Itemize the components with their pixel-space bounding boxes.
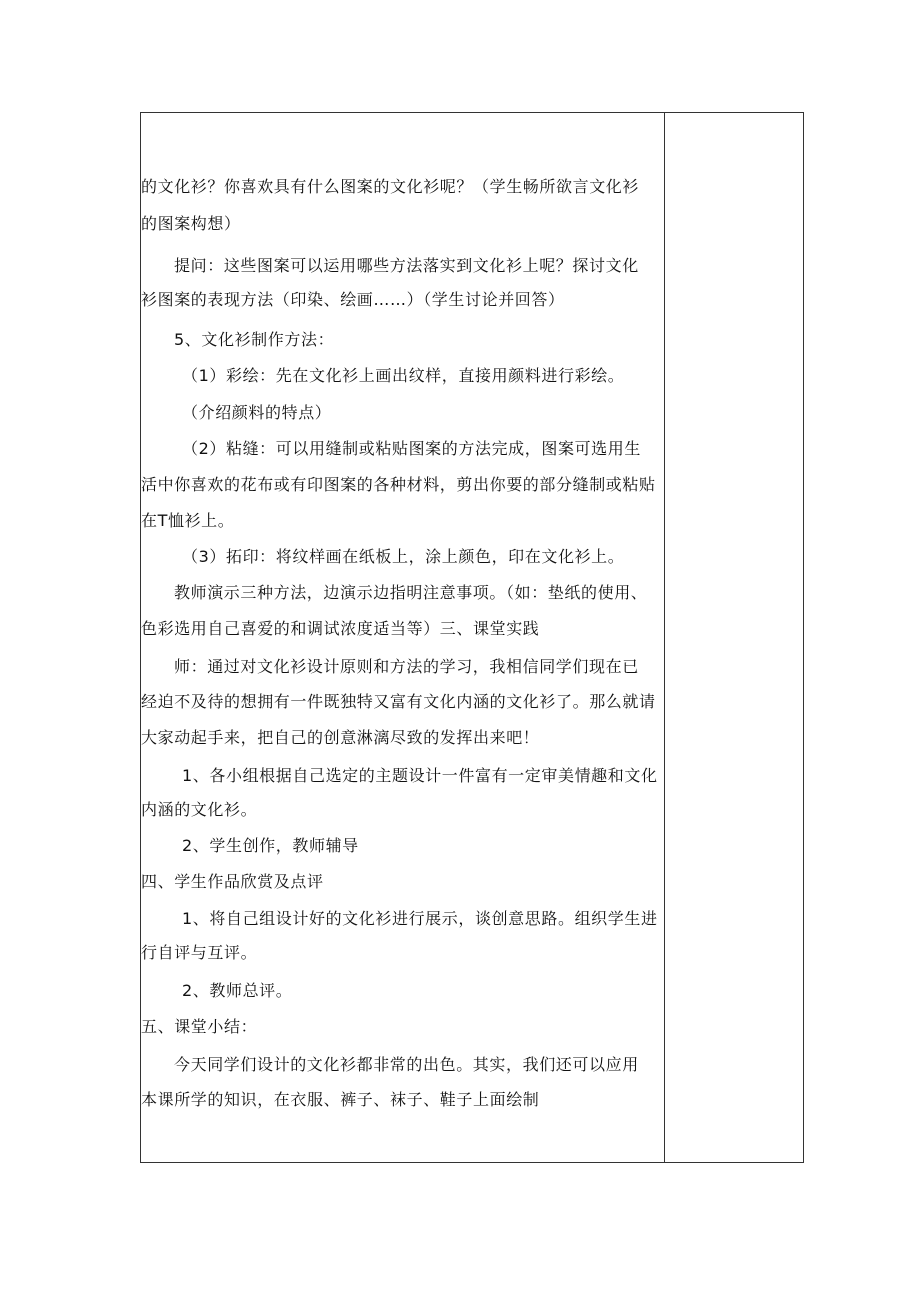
text-line-21: 1、将自己组设计好的文化衫进行展示，谈创意思路。组织学生进 bbox=[182, 909, 658, 928]
text-line-5: 5、文化衫制作方法： bbox=[174, 330, 335, 349]
text-line-18: 内涵的文化衫。 bbox=[141, 800, 258, 819]
text-line-4: 衫图案的表现方法（印染、绘画……）（学生讨论并回答） bbox=[141, 290, 565, 309]
text-line-8: （2）粘缝：可以用缝制或粘贴图案的方法完成，图案可选用生 bbox=[182, 439, 641, 458]
text-line-24: 五、课堂小结： bbox=[141, 1017, 258, 1036]
text-line-9: 活中你喜欢的花布或有印图案的各种材料，剪出你要的部分缝制或粘贴 bbox=[141, 475, 656, 494]
text-line-26: 本课所学的知识，在衣服、裤子、袜子、鞋子上面绘制 bbox=[141, 1090, 540, 1109]
text-line-25: 今天同学们设计的文化衫都非常的出色。其实，我们还可以应用 bbox=[174, 1055, 639, 1074]
text-line-12: 教师演示三种方法，边演示边指明注意事项。（如：垫纸的使用、 bbox=[174, 583, 648, 602]
text-line-3: 提问：这些图案可以运用哪些方法落实到文化衫上呢？探讨文化 bbox=[174, 256, 639, 275]
text-line-22: 行自评与互评。 bbox=[141, 943, 258, 962]
text-line-2: 的图案构想） bbox=[141, 214, 241, 233]
table-column-divider bbox=[664, 112, 665, 1163]
text-line-11: （3）拓印：将纹样画在纸板上，涂上颜色，印在文化衫上。 bbox=[182, 547, 625, 566]
text-line-16: 大家动起手来，把自己的创意淋漓尽致的发挥出来吧！ bbox=[141, 728, 540, 747]
text-line-15: 经迫不及待的想拥有一件既独特又富有文化内涵的文化衫了。那么就请 bbox=[141, 692, 656, 711]
text-line-1: 的文化衫？你喜欢具有什么图案的文化衫呢？（学生畅所欲言文化衫 bbox=[141, 177, 640, 196]
text-line-14: 师：通过对文化衫设计原则和方法的学习，我相信同学们现在已 bbox=[174, 657, 639, 676]
text-line-17: 1、各小组根据自己选定的主题设计一件富有一定审美情趣和文化 bbox=[182, 766, 658, 785]
text-line-13: 色彩选用自己喜爱的和调试浓度适当等）三、课堂实践 bbox=[141, 619, 540, 638]
text-line-23: 2、教师总评。 bbox=[182, 981, 293, 1000]
text-line-20: 四、学生作品欣赏及点评 bbox=[141, 872, 324, 891]
text-line-7: （介绍颜料的特点） bbox=[182, 403, 332, 422]
text-line-19: 2、学生创作，教师辅导 bbox=[182, 836, 359, 855]
text-line-10: 在T恤衫上。 bbox=[141, 511, 235, 530]
text-line-6: （1）彩绘：先在文化衫上画出纹样，直接用颜料进行彩绘。 bbox=[182, 366, 625, 385]
